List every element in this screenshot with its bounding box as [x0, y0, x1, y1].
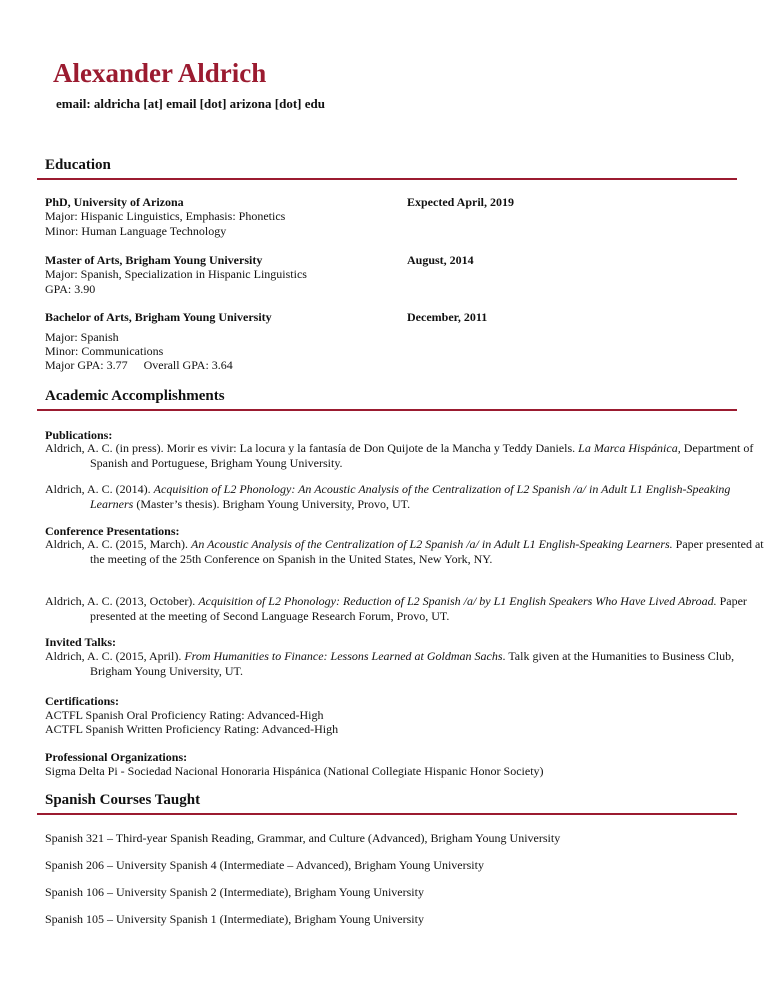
course-item: Spanish 105 – University Spanish 1 (Intermediate), Brigham Young University: [45, 912, 424, 926]
section-heading-courses: Spanish Courses Taught: [45, 792, 201, 808]
certification-item: ACTFL Spanish Oral Proficiency Rating: Advanced-High: [45, 708, 324, 722]
subheading-invited-talks: Invited Talks:: [45, 635, 117, 649]
degree-date: August, 2014: [407, 253, 474, 267]
degree-detail: GPA: 3.90: [45, 282, 96, 296]
citation-text: . Talk given at the Humanities to Business Club, Brigham Young University, UT.: [90, 649, 735, 678]
citation-text: (Master’s thesis). Brigham Young University, Provo, UT.: [133, 497, 411, 511]
course-item: Spanish 106 – University Spanish 2 (Intermediate), Brigham Young University: [45, 885, 424, 899]
conference-entry: [45, 537, 768, 567]
degree-date: December, 2011: [407, 310, 488, 324]
section-heading-education: Education: [45, 157, 111, 173]
talk-entry: [45, 649, 768, 679]
degree-title: Bachelor of Arts, Brigham Young University: [45, 310, 272, 324]
degree-detail: Major: Spanish, Specialization in Hispanic Linguistics: [45, 267, 307, 281]
citation-title: La Marca Hispánica,: [578, 441, 681, 455]
course-item: Spanish 206 – University Spanish 4 (Intermediate – Advanced), Brigham Young University: [45, 858, 484, 872]
citation-text: Paper presented at the meeting of the 25th Conference on Spanish in the United States, New York, NY.: [90, 537, 764, 566]
citation-text: Department of Spanish and Portuguese, Brigham Young University.: [90, 441, 754, 470]
citation-text: Aldrich, A. C. (2015, April).: [45, 649, 185, 663]
citation-text: Aldrich, A. C. (in press). Morir es vivir: La locura y la fantasía de Don Quijote de la Mancha y Teddy Daniels.: [45, 441, 579, 455]
degree-date: Expected April, 2019: [407, 195, 514, 209]
citation-text: Aldrich, A. C. (2015, March).: [45, 537, 191, 551]
resume-name: Alexander Aldrich: [53, 58, 267, 88]
degree-title: Master of Arts, Brigham Young University: [45, 253, 263, 267]
course-item: Spanish 321 – Third-year Spanish Reading, Grammar, and Culture (Advanced), Brigham Young University: [45, 831, 561, 845]
publication-entry: [45, 482, 768, 512]
section-heading-academic: Academic Accomplishments: [45, 388, 225, 404]
section-divider: [37, 409, 737, 411]
subheading-publications: Publications:: [45, 428, 113, 442]
citation-title: Acquisition of L2 Phonology: Reduction of L2 Spanish /a/ by L1 English Speakers Who Have Lived Abroad.: [198, 594, 717, 608]
degree-detail: Minor: Communications: [45, 344, 164, 358]
contact-email: email: aldricha [at] email [dot] arizona [dot] edu: [56, 96, 325, 111]
citation-text: Aldrich, A. C. (2014).: [45, 482, 154, 496]
publication-entry: [45, 441, 768, 471]
citation-text: Paper presented at the meeting of Second Language Research Forum, Provo, UT.: [90, 594, 747, 623]
degree-detail: Major: Hispanic Linguistics, Emphasis: Phonetics: [45, 209, 286, 223]
gpa-line: [45, 358, 233, 372]
gpa-major: Major GPA: 3.77: [45, 358, 128, 372]
citation-title: From Humanities to Finance: Lessons Learned at Goldman Sachs: [184, 649, 503, 663]
section-divider: [37, 178, 737, 180]
gpa-overall: Overall GPA: 3.64: [143, 358, 233, 372]
certification-item: ACTFL Spanish Written Proficiency Rating: Advanced-High: [45, 722, 339, 736]
subheading-certifications: Certifications:: [45, 694, 119, 708]
subheading-organizations: Professional Organizations:: [45, 750, 188, 764]
conference-entry: [45, 594, 768, 624]
degree-detail: Minor: Human Language Technology: [45, 224, 227, 238]
degree-detail: Major: Spanish: [45, 330, 119, 344]
section-divider: [37, 813, 737, 815]
citation-title: An Acoustic Analysis of the Centralization of L2 Spanish /a/ in Adult L1 English-Speaking Learners.: [190, 537, 673, 551]
citation-title: Acquisition of L2 Phonology: An Acoustic Analysis of the Centralization of L2 Spanish /a/ in Adult L1 English-Speaking Learners: [90, 482, 731, 511]
subheading-conferences: Conference Presentations:: [45, 524, 180, 538]
organization-item: Sigma Delta Pi - Sociedad Nacional Honoraria Hispánica (National Collegiate Hispanic Honor Society): [45, 764, 544, 778]
degree-title: PhD, University of Arizona: [45, 195, 184, 209]
citation-text: Aldrich, A. C. (2013, October).: [45, 594, 199, 608]
